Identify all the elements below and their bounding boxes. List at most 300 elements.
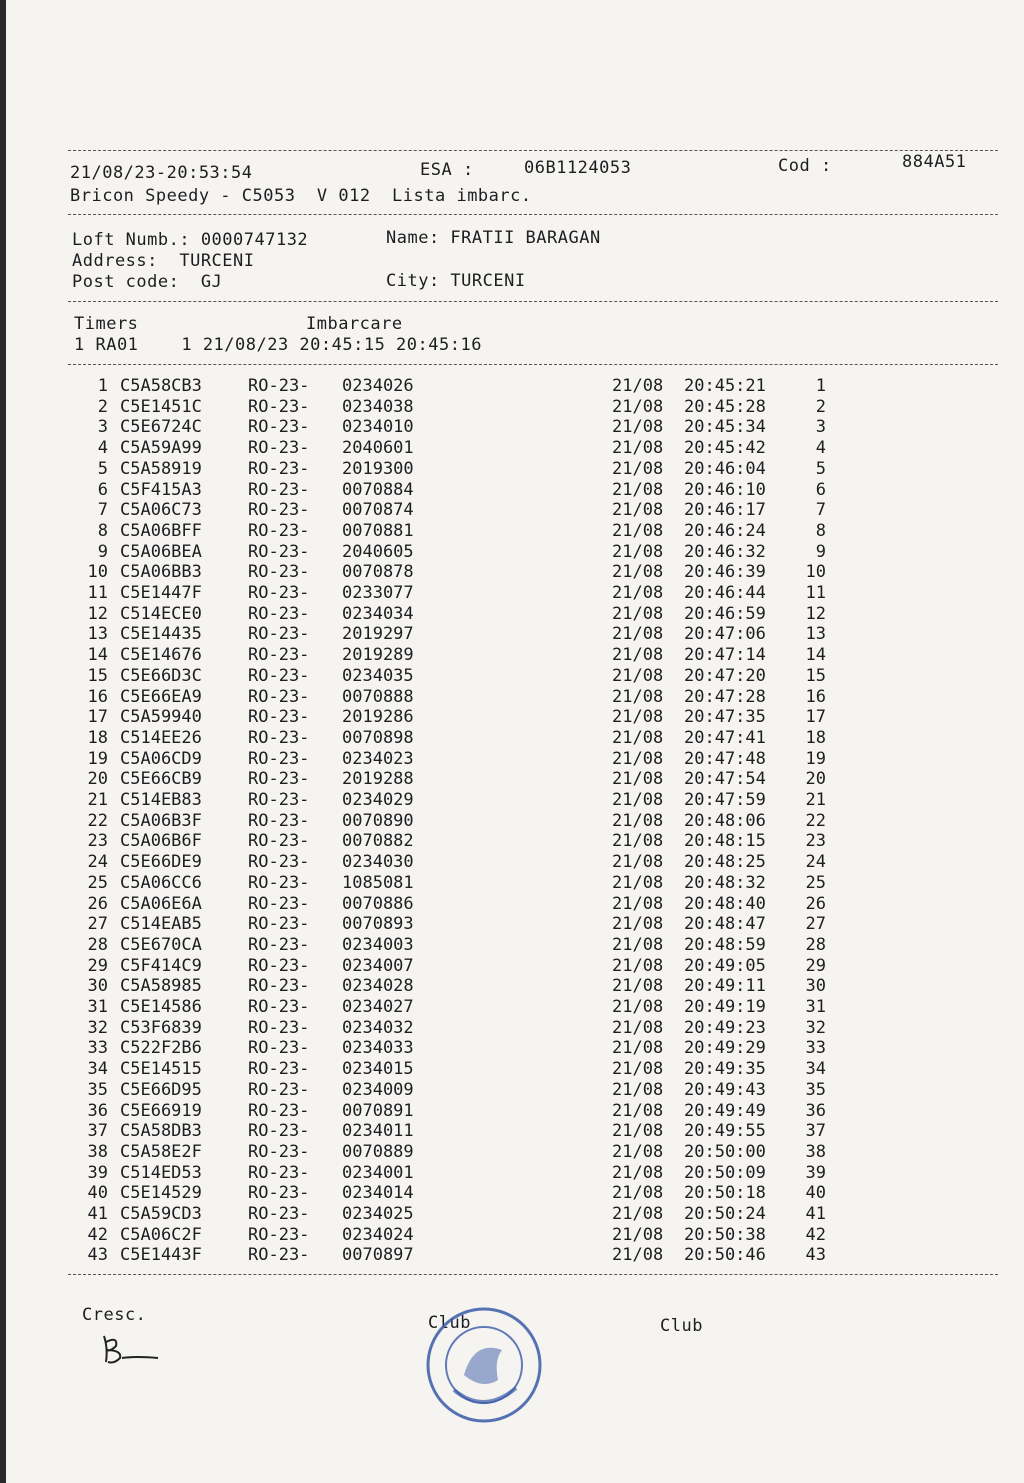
arrival-date: 21/08 [612, 872, 664, 893]
rank-index: 17 [805, 707, 826, 728]
row-number: 21 [87, 790, 108, 810]
cod-value: 884A51 [902, 152, 967, 172]
ring-number: 2019289 [342, 645, 414, 666]
country-year: RO-23- [248, 1038, 310, 1059]
ring-code: C5A58CB3 [120, 376, 202, 396]
ring-number: 0070898 [342, 727, 414, 748]
arrival-date: 21/08 [612, 479, 664, 500]
ring-number: 0070882 [342, 831, 414, 852]
row-number: 13 [87, 624, 108, 645]
ring-code: C5A06B6F [120, 831, 202, 852]
pigeon-row [0, 831, 1024, 852]
rank-index: 23 [805, 831, 826, 852]
arrival-date: 21/08 [612, 541, 664, 562]
pigeon-row [0, 459, 1024, 480]
pigeon-row [0, 873, 1024, 894]
country-year: RO-23- [248, 645, 310, 666]
arrival-time: 20:47:41 [684, 727, 766, 748]
arrival-date: 21/08 [612, 1059, 664, 1080]
country-year: RO-23- [248, 520, 310, 541]
ring-code: C514EAB5 [120, 914, 202, 935]
ring-number: 0234007 [342, 955, 414, 976]
row-number: 9 [97, 541, 108, 562]
rank-index: 28 [805, 934, 826, 955]
arrival-time: 20:47:35 [684, 707, 766, 728]
divider [68, 150, 998, 151]
ring-code: C5E66CB9 [120, 769, 202, 790]
ring-code: C53F6839 [120, 1017, 202, 1038]
arrival-date: 21/08 [612, 914, 664, 935]
arrival-time: 20:47:06 [684, 624, 766, 645]
pigeon-row [0, 997, 1024, 1018]
rank-index: 14 [805, 645, 826, 666]
arrival-time: 20:49:35 [684, 1059, 766, 1080]
arrival-time: 20:50:18 [684, 1183, 766, 1204]
rank-index: 10 [805, 562, 826, 583]
arrival-date: 21/08 [612, 934, 664, 955]
arrival-time: 20:50:24 [684, 1204, 766, 1224]
arrival-time: 20:48:32 [684, 872, 766, 893]
pigeon-row [0, 790, 1024, 811]
ring-code: C514ED53 [120, 1162, 202, 1183]
arrival-time: 20:49:29 [684, 1038, 766, 1059]
arrival-date: 21/08 [612, 790, 664, 810]
ring-number: 0234026 [342, 376, 414, 396]
pigeon-row [0, 417, 1024, 438]
pigeon-row [0, 707, 1024, 728]
arrival-date: 21/08 [612, 624, 664, 645]
ring-number: 0070888 [342, 686, 414, 707]
ring-code: C5A06BFF [120, 520, 202, 541]
country-year: RO-23- [248, 1059, 310, 1080]
row-number: 27 [87, 914, 108, 935]
ring-code: C5A58985 [120, 976, 202, 997]
arrival-date: 21/08 [612, 1162, 664, 1183]
country-year: RO-23- [248, 769, 310, 790]
post-code: Post code: GJ [72, 272, 223, 292]
row-number: 17 [87, 707, 108, 728]
rank-index: 18 [805, 727, 826, 748]
rank-index: 32 [805, 1017, 826, 1038]
ring-code: C5A59CD3 [120, 1204, 202, 1224]
arrival-date: 21/08 [612, 769, 664, 790]
arrival-time: 20:45:28 [684, 396, 766, 417]
ring-number: 0234009 [342, 1079, 414, 1100]
pigeon-row [0, 1080, 1024, 1101]
country-year: RO-23- [248, 872, 310, 893]
ring-code: C5A06BEA [120, 541, 202, 562]
ring-code: C5A58E2F [120, 1141, 202, 1162]
arrival-time: 20:46:24 [684, 520, 766, 541]
arrival-time: 20:49:55 [684, 1121, 766, 1142]
country-year: RO-23- [248, 624, 310, 645]
pigeon-row [0, 500, 1024, 521]
country-year: RO-23- [248, 893, 310, 914]
pigeon-row [0, 645, 1024, 666]
ring-code: C5F414C9 [120, 955, 202, 976]
ring-code: C5A59A99 [120, 438, 202, 459]
imbarcare-label: Imbarcare [306, 314, 403, 334]
cod-label: Cod : [778, 156, 832, 176]
pigeon-row [0, 604, 1024, 625]
row-number: 40 [87, 1183, 108, 1204]
club-label-left: Club [428, 1313, 471, 1333]
row-number: 39 [87, 1162, 108, 1183]
rank-index: 9 [815, 541, 826, 562]
ring-number: 0070893 [342, 914, 414, 935]
country-year: RO-23- [248, 396, 310, 417]
row-number: 42 [87, 1224, 108, 1245]
rank-index: 4 [815, 438, 826, 459]
arrival-time: 20:48:15 [684, 831, 766, 852]
row-number: 11 [87, 583, 108, 603]
ring-code: C5A06C2F [120, 1224, 202, 1245]
row-number: 14 [87, 645, 108, 666]
ring-number: 0070884 [342, 479, 414, 500]
pigeon-row [0, 1142, 1024, 1163]
row-number: 19 [87, 748, 108, 769]
ring-number: 0070891 [342, 1100, 414, 1121]
pigeon-row [0, 728, 1024, 749]
ring-number: 0234033 [342, 1038, 414, 1059]
ring-number: 0070889 [342, 1141, 414, 1162]
arrival-time: 20:49:49 [684, 1100, 766, 1121]
rank-index: 27 [805, 914, 826, 935]
divider [68, 1274, 998, 1275]
club-label-right: Club [660, 1316, 703, 1336]
ring-code: C5A06C73 [120, 500, 202, 521]
row-number: 12 [87, 603, 108, 624]
ring-code: C5A06B3F [120, 810, 202, 831]
rank-index: 8 [815, 520, 826, 541]
arrival-date: 21/08 [612, 686, 664, 707]
arrival-date: 21/08 [612, 1017, 664, 1038]
arrival-date: 21/08 [612, 1121, 664, 1142]
arrival-date: 21/08 [612, 810, 664, 831]
rank-index: 36 [805, 1100, 826, 1121]
ring-number: 0234025 [342, 1204, 414, 1224]
ring-number: 0234010 [342, 417, 414, 438]
rank-index: 37 [805, 1121, 826, 1142]
pigeon-row [0, 769, 1024, 790]
arrival-date: 21/08 [612, 955, 664, 976]
ring-code: C5A06CC6 [120, 872, 202, 893]
arrival-date: 21/08 [612, 1224, 664, 1245]
row-number: 5 [97, 458, 108, 479]
rank-index: 24 [805, 852, 826, 873]
arrival-date: 21/08 [612, 1079, 664, 1100]
arrival-date: 21/08 [612, 893, 664, 914]
divider [68, 214, 998, 215]
ring-number: 2019300 [342, 458, 414, 479]
ring-number: 0234035 [342, 665, 414, 686]
arrival-date: 21/08 [612, 665, 664, 686]
country-year: RO-23- [248, 1162, 310, 1183]
ring-code: C5E66DE9 [120, 852, 202, 873]
row-number: 36 [87, 1100, 108, 1121]
arrival-date: 21/08 [612, 748, 664, 769]
ring-number: 0234024 [342, 1224, 414, 1245]
row-number: 24 [87, 852, 108, 873]
arrival-date: 21/08 [612, 438, 664, 459]
arrival-date: 21/08 [612, 458, 664, 479]
ring-number: 2040605 [342, 541, 414, 562]
ring-number: 0070890 [342, 810, 414, 831]
arrival-time: 20:45:42 [684, 438, 766, 459]
arrival-time: 20:47:54 [684, 769, 766, 790]
pigeon-row [0, 1245, 1024, 1266]
rank-index: 41 [805, 1204, 826, 1224]
pigeon-row [0, 1121, 1024, 1142]
arrival-time: 20:45:34 [684, 417, 766, 438]
ring-number: 1085081 [342, 872, 414, 893]
arrival-date: 21/08 [612, 583, 664, 603]
timer-row: 1 RA01 1 21/08/23 20:45:15 20:45:16 [74, 335, 482, 355]
rank-index: 1 [815, 376, 826, 396]
rank-index: 26 [805, 893, 826, 914]
loft-number: Loft Numb.: 0000747132 [72, 230, 309, 250]
ring-number: 0234014 [342, 1183, 414, 1204]
pigeon-row [0, 749, 1024, 770]
ring-code: C5E66D3C [120, 665, 202, 686]
rank-index: 42 [805, 1224, 826, 1245]
ring-code: C5A59940 [120, 707, 202, 728]
owner-address: Address: TURCENI [72, 251, 255, 271]
row-number: 41 [87, 1204, 108, 1224]
country-year: RO-23- [248, 603, 310, 624]
rank-index: 35 [805, 1079, 826, 1100]
ring-code: C5E14529 [120, 1183, 202, 1204]
arrival-time: 20:46:59 [684, 603, 766, 624]
row-number: 23 [87, 831, 108, 852]
arrival-time: 20:49:11 [684, 976, 766, 997]
arrival-date: 21/08 [612, 976, 664, 997]
pigeon-row [0, 1225, 1024, 1246]
country-year: RO-23- [248, 1224, 310, 1245]
rank-index: 15 [805, 665, 826, 686]
country-year: RO-23- [248, 1141, 310, 1162]
row-number: 20 [87, 769, 108, 790]
esa-label: ESA : [420, 160, 474, 180]
arrival-time: 20:46:39 [684, 562, 766, 583]
arrival-time: 20:47:28 [684, 686, 766, 707]
ring-number: 0234029 [342, 790, 414, 810]
country-year: RO-23- [248, 1121, 310, 1142]
print-timestamp: 21/08/23-20:53:54 [70, 163, 253, 183]
ring-code: C5A06CD9 [120, 748, 202, 769]
rank-index: 34 [805, 1059, 826, 1080]
rank-index: 20 [805, 769, 826, 790]
ring-code: C5E66EA9 [120, 686, 202, 707]
divider [68, 364, 998, 365]
arrival-date: 21/08 [612, 727, 664, 748]
pigeon-row [0, 1059, 1024, 1080]
rank-index: 19 [805, 748, 826, 769]
country-year: RO-23- [248, 500, 310, 521]
pigeon-row [0, 852, 1024, 873]
row-number: 30 [87, 976, 108, 997]
arrival-time: 20:47:59 [684, 790, 766, 810]
arrival-date: 21/08 [612, 1100, 664, 1121]
arrival-date: 21/08 [612, 997, 664, 1017]
arrival-date: 21/08 [612, 562, 664, 583]
rank-index: 16 [805, 686, 826, 707]
rank-index: 38 [805, 1141, 826, 1162]
arrival-date: 21/08 [612, 520, 664, 541]
country-year: RO-23- [248, 1183, 310, 1204]
ring-number: 0234027 [342, 997, 414, 1017]
country-year: RO-23- [248, 1204, 310, 1224]
row-number: 1 [97, 376, 108, 396]
row-number: 3 [97, 417, 108, 438]
row-number: 43 [87, 1245, 108, 1266]
arrival-date: 21/08 [612, 1038, 664, 1059]
arrival-date: 21/08 [612, 831, 664, 852]
ring-number: 0234001 [342, 1162, 414, 1183]
rank-index: 31 [805, 997, 826, 1017]
arrival-date: 21/08 [612, 645, 664, 666]
country-year: RO-23- [248, 583, 310, 603]
pigeon-row [0, 976, 1024, 997]
ring-number: 0070886 [342, 893, 414, 914]
country-year: RO-23- [248, 1079, 310, 1100]
rank-index: 13 [805, 624, 826, 645]
country-year: RO-23- [248, 1100, 310, 1121]
ring-number: 0070897 [342, 1245, 414, 1266]
row-number: 33 [87, 1038, 108, 1059]
country-year: RO-23- [248, 686, 310, 707]
rank-index: 43 [805, 1245, 826, 1266]
arrival-time: 20:50:38 [684, 1224, 766, 1245]
ring-code: C5E14515 [120, 1059, 202, 1080]
row-number: 6 [97, 479, 108, 500]
arrival-date: 21/08 [612, 417, 664, 438]
row-number: 31 [87, 997, 108, 1017]
row-number: 25 [87, 872, 108, 893]
arrival-time: 20:50:00 [684, 1141, 766, 1162]
ring-code: C514EE26 [120, 727, 202, 748]
row-number: 15 [87, 665, 108, 686]
arrival-date: 21/08 [612, 1245, 664, 1266]
pigeon-row [0, 583, 1024, 604]
ring-code: C514EB83 [120, 790, 202, 810]
pigeon-row [0, 956, 1024, 977]
rank-index: 11 [805, 583, 826, 603]
rank-index: 5 [815, 458, 826, 479]
arrival-time: 20:49:43 [684, 1079, 766, 1100]
ring-code: C5E1447F [120, 583, 202, 603]
cresc-label: Cresc. [82, 1305, 147, 1325]
owner-name: Name: FRATII BARAGAN [386, 228, 601, 248]
country-year: RO-23- [248, 541, 310, 562]
country-year: RO-23- [248, 831, 310, 852]
ring-code: C5E14435 [120, 624, 202, 645]
rank-index: 3 [815, 417, 826, 438]
rank-index: 29 [805, 955, 826, 976]
country-year: RO-23- [248, 852, 310, 873]
rank-index: 21 [805, 790, 826, 810]
row-number: 34 [87, 1059, 108, 1080]
ring-number: 0070881 [342, 520, 414, 541]
rank-index: 30 [805, 976, 826, 997]
arrival-date: 21/08 [612, 603, 664, 624]
arrival-time: 20:46:32 [684, 541, 766, 562]
pigeon-row [0, 811, 1024, 832]
arrival-time: 20:48:25 [684, 852, 766, 873]
ring-number: 0234030 [342, 852, 414, 873]
pigeon-row [0, 376, 1024, 397]
row-number: 32 [87, 1017, 108, 1038]
ring-code: C5E66919 [120, 1100, 202, 1121]
ring-number: 0234011 [342, 1121, 414, 1142]
country-year: RO-23- [248, 976, 310, 997]
arrival-time: 20:47:48 [684, 748, 766, 769]
row-number: 18 [87, 727, 108, 748]
arrival-date: 21/08 [612, 1141, 664, 1162]
pigeon-row [0, 542, 1024, 563]
pigeon-row [0, 687, 1024, 708]
country-year: RO-23- [248, 458, 310, 479]
pigeon-row [0, 894, 1024, 915]
owner-city: City: TURCENI [386, 271, 526, 291]
arrival-time: 20:50:46 [684, 1245, 766, 1266]
ring-number: 2040601 [342, 438, 414, 459]
country-year: RO-23- [248, 479, 310, 500]
pigeon-row [0, 1038, 1024, 1059]
arrival-time: 20:48:59 [684, 934, 766, 955]
country-year: RO-23- [248, 748, 310, 769]
arrival-date: 21/08 [612, 1183, 664, 1204]
rank-index: 40 [805, 1183, 826, 1204]
row-number: 38 [87, 1141, 108, 1162]
pigeon-row [0, 914, 1024, 935]
rank-index: 6 [815, 479, 826, 500]
row-number: 8 [97, 520, 108, 541]
rank-index: 7 [815, 500, 826, 521]
ring-number: 0234038 [342, 396, 414, 417]
country-year: RO-23- [248, 665, 310, 686]
arrival-time: 20:46:17 [684, 500, 766, 521]
ring-number: 2019286 [342, 707, 414, 728]
arrival-time: 20:47:14 [684, 645, 766, 666]
row-number: 37 [87, 1121, 108, 1142]
ring-code: C5E6724C [120, 417, 202, 438]
rank-index: 33 [805, 1038, 826, 1059]
ring-number: 0234015 [342, 1059, 414, 1080]
ring-number: 0234003 [342, 934, 414, 955]
country-year: RO-23- [248, 1017, 310, 1038]
pigeon-row [0, 521, 1024, 542]
country-year: RO-23- [248, 934, 310, 955]
ring-code: C5A06BB3 [120, 562, 202, 583]
country-year: RO-23- [248, 562, 310, 583]
row-number: 2 [97, 396, 108, 417]
ring-code: C5E66D95 [120, 1079, 202, 1100]
arrival-time: 20:45:21 [684, 376, 766, 396]
arrival-date: 21/08 [612, 1204, 664, 1224]
ring-number: 0234032 [342, 1017, 414, 1038]
country-year: RO-23- [248, 790, 310, 810]
country-year: RO-23- [248, 707, 310, 728]
pigeon-row [0, 935, 1024, 956]
country-year: RO-23- [248, 376, 310, 396]
pigeon-row [0, 480, 1024, 501]
pigeon-row [0, 562, 1024, 583]
ring-number: 2019288 [342, 769, 414, 790]
country-year: RO-23- [248, 955, 310, 976]
arrival-time: 20:48:47 [684, 914, 766, 935]
ring-number: 0234034 [342, 603, 414, 624]
